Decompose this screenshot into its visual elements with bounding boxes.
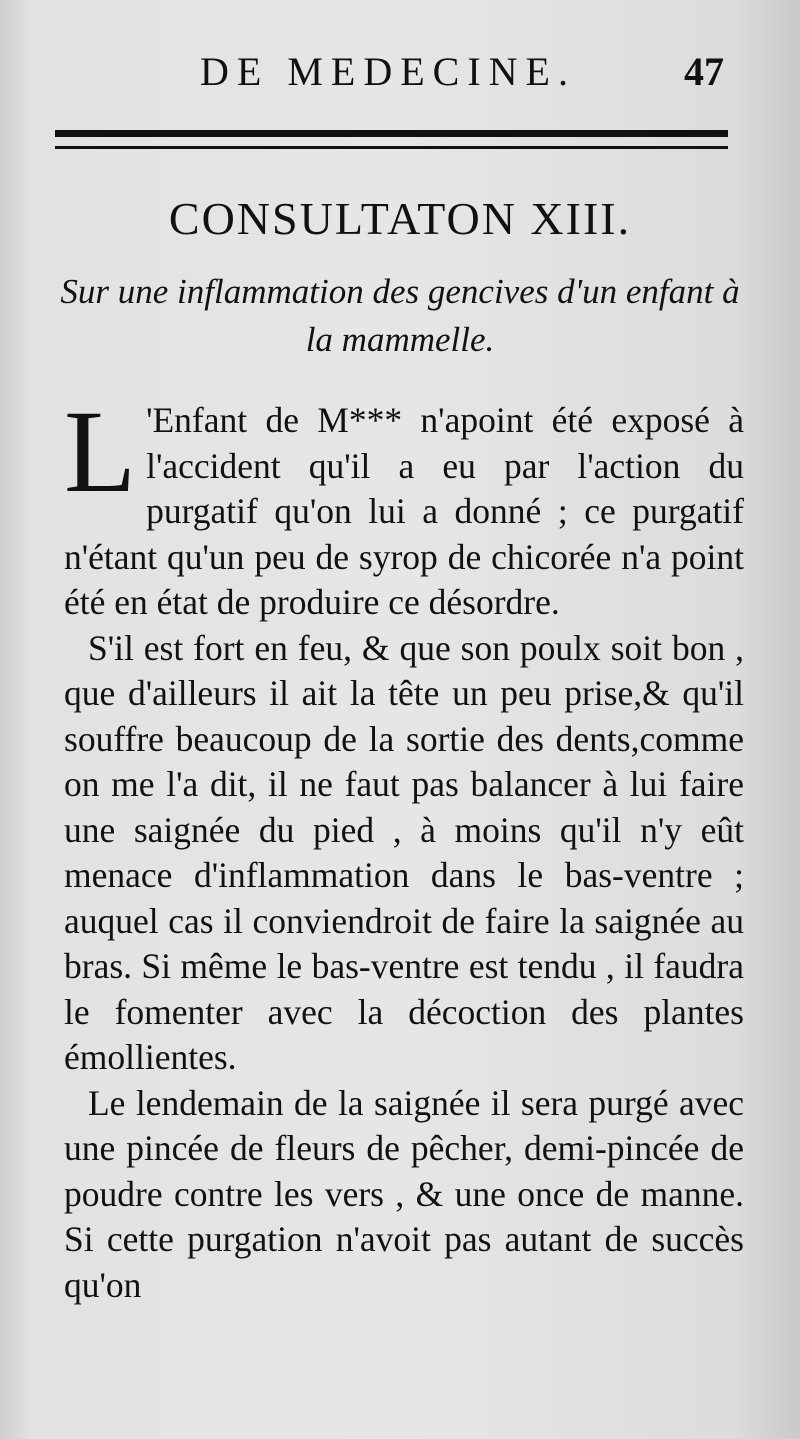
consultation-subtitle: Sur une inflammation des gencives d'un enfant à la mammelle. — [60, 272, 740, 359]
running-head — [0, 48, 800, 98]
paragraph-2: S'il est fort en feu, & que son poulx soit bon , que d'ailleurs il ait la tête un peu prise,& qu'il souffre beaucoup de la sortie des dents,comme on me l'a dit, il ne faut pas balancer à lui faire une saignée du pied , à moins qu'il n'y eût menace d'inflammation dans le bas-ventre ; auquel cas il conviendroit de faire la saignée au bras. Si même le bas-ventre est tendu , il faudra le fomenter avec la décoction des plantes émollientes. — [64, 627, 744, 1077]
consultation-heading: CONSULTATON XIII. — [168, 193, 632, 244]
body-text — [64, 386, 744, 1308]
drop-cap: L — [64, 386, 137, 517]
paragraph-3: Le lendemain de la saignée il sera purgé avec une pincée de fleurs de pêcher, demi-pincée de poudre contre les vers , & une once de manne. Si cette purgation n'avoit pas autant de succès qu'on — [64, 1082, 744, 1305]
paragraph-1-text: 'Enfant de M*** n'apoint été exposé à l'accident qu'il a eu par l'action du purgatif qu'on lui a donné ; ce purgatif n'étant qu'un peu de syrop de chicorée n'a point été en état de produire ce désordre. — [64, 400, 744, 622]
page-number: 47 — [684, 49, 724, 94]
header-rule-thick — [55, 130, 728, 137]
paragraph-1 — [64, 386, 744, 626]
running-title: DE MEDECINE. — [200, 49, 576, 94]
header-rule-thin — [55, 146, 728, 149]
